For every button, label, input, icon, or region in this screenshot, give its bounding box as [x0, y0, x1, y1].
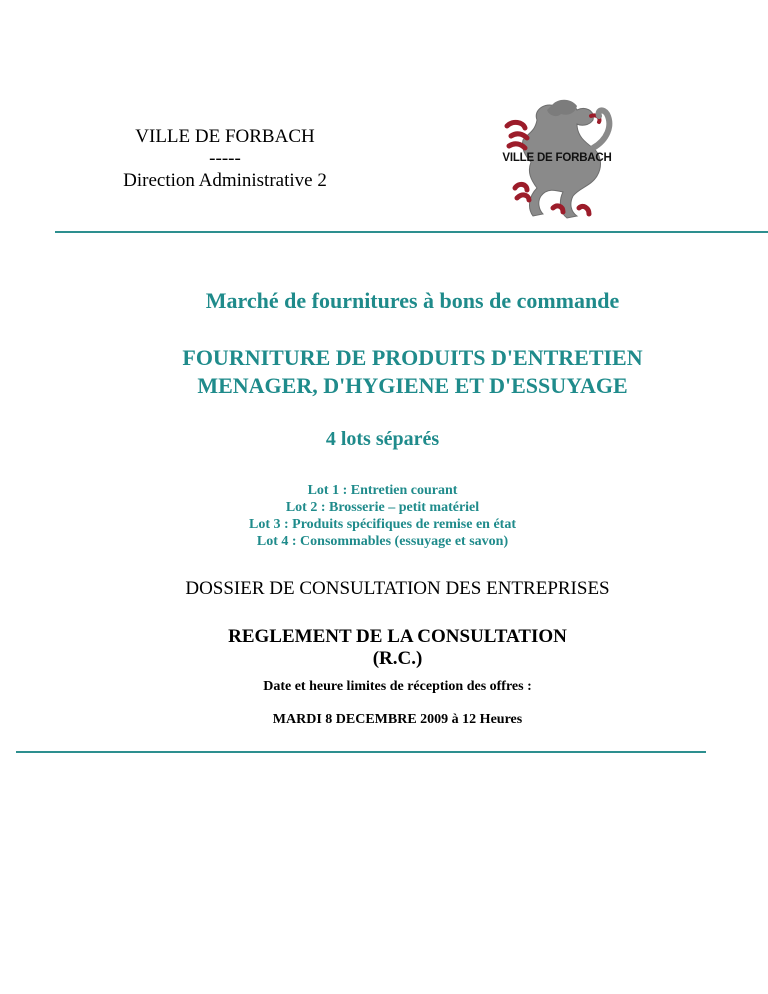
lot-item: Lot 1 : Entretien courant	[307, 483, 458, 498]
bottom-divider	[16, 751, 706, 753]
lot-item: Lot 4 : Consommables (essuyage et savon)	[256, 534, 509, 549]
reglement-line-1: REGLEMENT DE LA CONSULTATION	[228, 626, 567, 647]
lot-item: Lot 3 : Produits spécifiques de remise en état	[248, 517, 516, 532]
dossier-heading: DOSSIER DE CONSULTATION DES ENTREPRISES	[185, 578, 610, 599]
header-block	[80, 126, 370, 192]
lots-heading: 4 lots séparés	[325, 428, 440, 450]
lot-item: Lot 2 : Brosserie – petit matériel	[285, 500, 480, 515]
reglement-title	[0, 626, 768, 670]
top-divider	[55, 231, 768, 233]
product-title-line-1: FOURNITURE DE PRODUITS D'ENTRETIEN	[182, 345, 643, 370]
city-coat-of-arms-logo	[493, 96, 621, 220]
city-name: VILLE DE FORBACH	[135, 126, 315, 147]
department-name: Direction Administrative 2	[123, 170, 327, 191]
header-separator: -----	[209, 148, 241, 169]
deadline-label: Date et heure limites de réception des offres :	[263, 679, 532, 694]
deadline-value: MARDI 8 DECEMBRE 2009 à 12 Heures	[272, 712, 523, 727]
product-title-line-2: MENAGER, D'HYGIENE ET D'ESSUYAGE	[197, 373, 628, 398]
product-title	[0, 344, 768, 400]
reglement-line-2: (R.C.)	[372, 648, 423, 669]
lots-list	[0, 482, 765, 550]
logo-text: VILLE DE FORBACH	[502, 152, 612, 164]
market-type-title: Marché de fournitures à bons de commande	[205, 288, 620, 313]
